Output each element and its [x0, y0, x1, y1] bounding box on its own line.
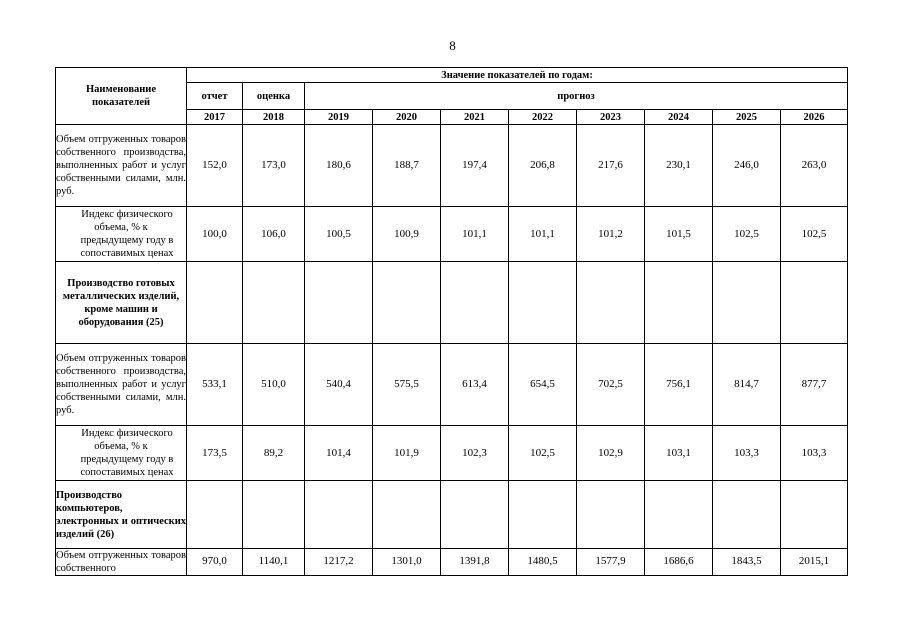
year-header: 2025 [713, 110, 781, 125]
value-cell: 1140,1 [243, 549, 305, 576]
value-cell: 613,4 [441, 344, 509, 426]
empty-cell [187, 481, 243, 549]
value-cell: 702,5 [577, 344, 645, 426]
empty-cell [577, 262, 645, 344]
value-cell: 197,4 [441, 125, 509, 207]
values-by-year-header: Значение показателей по годам: [187, 68, 848, 83]
year-header: 2017 [187, 110, 243, 125]
indicator-label [56, 207, 187, 262]
value-cell: 1217,2 [305, 549, 373, 576]
indicator-label: Объем отгруженных товаров собственного производства, выполненных работ и услуг собственными силами, млн. руб. [56, 344, 187, 426]
year-header: 2018 [243, 110, 305, 125]
page-number: 8 [449, 38, 456, 53]
indicator-label-line: сопоставимых ценах [80, 248, 174, 259]
value-cell: 217,6 [577, 125, 645, 207]
empty-cell [713, 262, 781, 344]
value-cell: 1577,9 [577, 549, 645, 576]
value-cell: 540,4 [305, 344, 373, 426]
indicator-label-line: предыдущему году в [80, 235, 174, 246]
year-header: 2022 [509, 110, 577, 125]
forecast-header: прогноз [305, 83, 848, 110]
value-cell: 188,7 [373, 125, 441, 207]
section-heading: Производство компьютеров, электронных и оптических изделий (26) [56, 481, 187, 549]
indicator-label-line: объема, % к [94, 222, 148, 233]
table-row [56, 207, 848, 262]
year-header: 2024 [645, 110, 713, 125]
value-cell: 101,9 [373, 426, 441, 481]
value-cell: 230,1 [645, 125, 713, 207]
year-header: 2019 [305, 110, 373, 125]
table-row [56, 426, 848, 481]
header-row-group [56, 68, 848, 83]
indicator-label-line: сопоставимых ценах [80, 467, 174, 478]
empty-cell [305, 481, 373, 549]
table-row [56, 549, 848, 576]
report-header: отчет [187, 83, 243, 110]
empty-cell [509, 262, 577, 344]
value-cell: 877,7 [781, 344, 848, 426]
empty-cell [243, 262, 305, 344]
indicator-label: Объем отгруженных товаров собственного производства, выполненных работ и услуг собственными силами, млн. руб. [56, 125, 187, 207]
value-cell: 102,9 [577, 426, 645, 481]
indicator-label-line: Индекс физического [81, 428, 173, 439]
value-cell: 1301,0 [373, 549, 441, 576]
empty-cell [645, 481, 713, 549]
value-cell: 756,1 [645, 344, 713, 426]
indicator-name-header: Наименование показателей [56, 68, 187, 125]
value-cell: 263,0 [781, 125, 848, 207]
empty-cell [373, 481, 441, 549]
value-cell: 103,3 [781, 426, 848, 481]
estimate-header: оценка [243, 83, 305, 110]
value-cell: 100,9 [373, 207, 441, 262]
indicator-label-line: объема, % к [94, 441, 148, 452]
value-cell: 106,0 [243, 207, 305, 262]
empty-cell [713, 481, 781, 549]
empty-cell [781, 481, 848, 549]
value-cell: 1480,5 [509, 549, 577, 576]
value-cell: 814,7 [713, 344, 781, 426]
year-header: 2021 [441, 110, 509, 125]
table-row [56, 125, 848, 207]
empty-cell [441, 481, 509, 549]
indicator-label-line: Индекс физического [81, 209, 173, 220]
empty-cell [305, 262, 373, 344]
value-cell: 533,1 [187, 344, 243, 426]
value-cell: 103,3 [713, 426, 781, 481]
value-cell: 246,0 [713, 125, 781, 207]
value-cell: 510,0 [243, 344, 305, 426]
indicator-label [56, 426, 187, 481]
section-row [56, 262, 848, 344]
value-cell: 102,5 [781, 207, 848, 262]
empty-cell [645, 262, 713, 344]
year-header: 2023 [577, 110, 645, 125]
value-cell: 180,6 [305, 125, 373, 207]
value-cell: 2015,1 [781, 549, 848, 576]
value-cell: 101,4 [305, 426, 373, 481]
value-cell: 100,0 [187, 207, 243, 262]
empty-cell [187, 262, 243, 344]
value-cell: 103,1 [645, 426, 713, 481]
indicator-label: Объем отгруженных товаров собственного [56, 550, 186, 574]
value-cell: 101,2 [577, 207, 645, 262]
value-cell: 1391,8 [441, 549, 509, 576]
value-cell: 89,2 [243, 426, 305, 481]
value-cell: 173,5 [187, 426, 243, 481]
table-row [56, 344, 848, 426]
empty-cell [781, 262, 848, 344]
empty-cell [509, 481, 577, 549]
year-header: 2020 [373, 110, 441, 125]
value-cell: 102,5 [713, 207, 781, 262]
empty-cell [577, 481, 645, 549]
indicators-table [55, 67, 848, 576]
value-cell: 1843,5 [713, 549, 781, 576]
value-cell: 970,0 [187, 549, 243, 576]
value-cell: 173,0 [243, 125, 305, 207]
empty-cell [373, 262, 441, 344]
value-cell: 101,1 [509, 207, 577, 262]
value-cell: 1686,6 [645, 549, 713, 576]
empty-cell [441, 262, 509, 344]
value-cell: 101,5 [645, 207, 713, 262]
value-cell: 654,5 [509, 344, 577, 426]
value-cell: 101,1 [441, 207, 509, 262]
value-cell: 102,3 [441, 426, 509, 481]
empty-cell [243, 481, 305, 549]
value-cell: 100,5 [305, 207, 373, 262]
section-row [56, 481, 848, 549]
section-heading: Производство готовых металлических изделий, кроме машин и оборудования (25) [56, 262, 187, 344]
indicator-label-line: предыдущему году в [80, 454, 174, 465]
value-cell: 152,0 [187, 125, 243, 207]
year-header: 2026 [781, 110, 848, 125]
value-cell: 102,5 [509, 426, 577, 481]
value-cell: 206,8 [509, 125, 577, 207]
value-cell: 575,5 [373, 344, 441, 426]
